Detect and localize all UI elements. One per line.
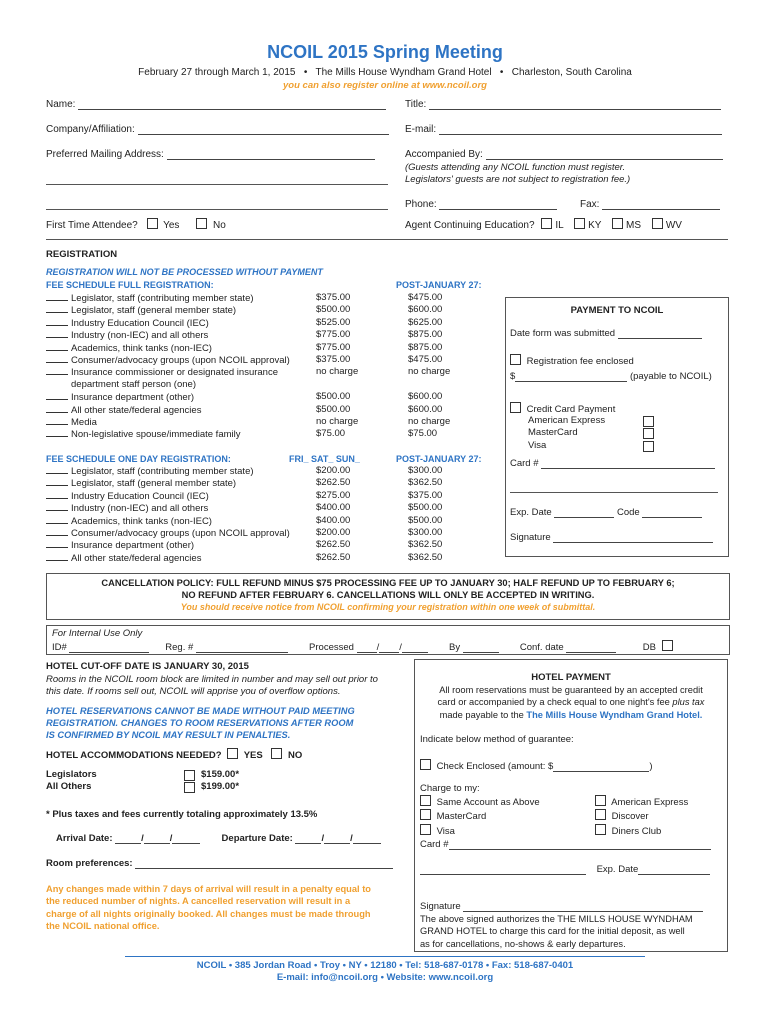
full-fee-row-label	[46, 354, 290, 367]
first-time-yes-label: Yes	[163, 220, 180, 231]
internal-processed-day[interactable]	[379, 643, 399, 653]
departure-month[interactable]	[295, 834, 321, 844]
internal-id-label: ID#	[52, 642, 67, 653]
phone-label: Phone:	[405, 199, 437, 210]
internal-id-field[interactable]	[69, 643, 149, 653]
full-fee-row-text: Legislator, staff (general member state)	[71, 305, 237, 317]
day-fee-row-post-fee: $300.00	[408, 465, 443, 476]
day-fee-row-text: Legislator, staff (contributing member state)	[71, 466, 254, 477]
fax-row	[580, 199, 720, 210]
internal-db-label: DB	[642, 642, 656, 653]
accompanied-field[interactable]	[486, 149, 723, 160]
state-ms-label: MS	[626, 220, 642, 231]
hotel-exp-row	[420, 864, 710, 875]
charge-label: Charge to my:	[420, 783, 480, 794]
cancellation-box	[46, 573, 730, 620]
fee-enclosed-label: Registration fee enclosed	[526, 356, 634, 367]
day-fee-row-fee: $400.00	[316, 502, 351, 514]
taxes-note: * Plus taxes and fees currently totaling approximately 13.5%	[46, 809, 318, 820]
hotel-signature-row	[420, 901, 703, 912]
accompanied-row	[405, 149, 723, 160]
full-fee-row-post-fee: $600.00	[408, 304, 443, 316]
full-fee-row-post-fee: $625.00	[408, 316, 443, 328]
amount-field[interactable]	[515, 372, 627, 382]
state-ky-label: KY	[588, 220, 602, 231]
charge-discover-label: Discover	[611, 811, 649, 823]
code-field[interactable]	[642, 508, 702, 518]
hotel-card-field-2[interactable]	[420, 865, 586, 875]
internal-processed-year[interactable]	[402, 643, 428, 653]
arrival-month[interactable]	[115, 834, 141, 844]
phone-row	[405, 199, 557, 210]
fee-enclosed-checkbox[interactable]	[510, 354, 521, 365]
full-fee-row-text: Consumer/advocacy groups (upon NCOIL approval)	[71, 355, 290, 366]
departure-label: Departure Date:	[221, 833, 293, 844]
full-fee-row-label	[46, 416, 97, 429]
day-fee-row-select-line[interactable]	[46, 502, 68, 511]
day-fee-row-select-line[interactable]	[46, 477, 68, 486]
day-fee-row-fee: $262.50	[316, 551, 351, 563]
full-fee-row-text: Academics, think tanks (non-IEC)	[71, 342, 212, 354]
internal-conf-field[interactable]	[566, 643, 616, 653]
meeting-venue: The Mills House Wyndham Grand Hotel	[315, 67, 492, 78]
state-wv-checkbox[interactable]	[652, 218, 663, 229]
day-fee-row-fee: $200.00	[316, 527, 351, 538]
check-enclosed-row	[420, 759, 653, 772]
dollar-sign: $	[510, 371, 516, 382]
charge-diners-checkbox[interactable]	[595, 824, 606, 835]
full-fee-row-post-fee: $875.00	[408, 329, 443, 341]
footer-web: E-mail: info@ncoil.org • Website: www.ncoil.org	[276, 972, 494, 983]
day-fee-row-label	[46, 539, 194, 552]
full-fee-row-fee: $775.00	[316, 341, 351, 353]
hotel-payment-p2a: card or accompanied by a check equal to one night's fee	[437, 697, 673, 708]
hotel-warning-1: HOTEL RESERVATIONS CANNOT BE MADE WITHOUT PAID MEETING	[46, 706, 355, 716]
hotel-payment-p3b: The Mills House Wyndham Grand Hotel.	[526, 709, 703, 720]
phone-field[interactable]	[439, 199, 557, 210]
hotel-card-field[interactable]	[449, 840, 711, 850]
card-visa-checkbox[interactable]	[643, 441, 654, 452]
day-fee-row-label	[46, 515, 212, 528]
full-fee-row-select-line[interactable]	[46, 329, 68, 338]
first-time-label: First Time Attendee?	[46, 220, 138, 231]
meeting-city: Charleston, South Carolina	[511, 67, 632, 78]
day-fee-row-text: Consumer/advocacy groups (upon NCOIL approval)	[71, 528, 290, 539]
exp-row	[510, 507, 702, 518]
indicate-method: Indicate below method of guarantee:	[420, 734, 574, 745]
name-label: Name:	[46, 99, 76, 110]
full-fee-row-text: Industry (non-IEC) and all others	[71, 330, 209, 342]
day-fee-row-label	[46, 477, 236, 490]
full-fee-row-select-line[interactable]	[46, 391, 68, 400]
meeting-details: February 27 through March 1, 2015 • The Mills House Wyndham Grand Hotel • Charleston, South Carolina	[138, 67, 632, 78]
payment-box	[505, 297, 729, 557]
email-label: E-mail:	[405, 124, 437, 135]
full-fee-row-select-line[interactable]	[46, 416, 68, 425]
day-fee-row-text: All other state/federal agencies	[71, 552, 202, 564]
full-fee-row-label	[46, 366, 278, 379]
first-time-no-label: No	[213, 220, 226, 231]
full-fee-row-select-line[interactable]	[46, 304, 68, 313]
card-mastercard-label: MasterCard	[528, 427, 578, 438]
full-fee-row-post-fee: no charge	[408, 366, 451, 378]
others-rate-checkbox[interactable]	[184, 782, 195, 793]
charge-same-account-checkbox[interactable]	[420, 795, 431, 806]
mailing-field[interactable]	[167, 149, 375, 160]
hotel-payment-p3a: made payable to the	[439, 709, 527, 720]
full-fee-row-select-line[interactable]	[46, 404, 68, 413]
check-enclosed-label: Check Enclosed (amount: $	[436, 761, 554, 772]
day-fee-row-text: Industry (non-IEC) and all others	[71, 503, 209, 515]
state-il-checkbox[interactable]	[541, 218, 552, 229]
check-enclosed-checkbox[interactable]	[420, 759, 431, 770]
full-fee-row-post-fee: $600.00	[408, 403, 443, 415]
internal-processed-label: Processed	[309, 642, 354, 653]
check-amount-field[interactable]	[553, 762, 649, 772]
full-fee-row-text: Media	[71, 417, 97, 428]
hotel-payment-box	[414, 659, 728, 952]
full-fee-row-fee: $75.00	[316, 428, 346, 440]
first-time-no-checkbox[interactable]	[196, 218, 207, 229]
hotel-card-label: Card #	[420, 839, 449, 850]
penalty-line-2: the reduced number of nights. A cancelled reservation will result in a	[46, 896, 351, 907]
agent-ce-label: Agent Continuing Education?	[405, 220, 535, 231]
check-enclosed-end: )	[649, 761, 653, 772]
charge-mastercard-label: MasterCard	[436, 811, 487, 823]
day-fee-row-select-line[interactable]	[46, 527, 68, 536]
legislators-rate: $159.00*	[201, 769, 240, 780]
fax-field[interactable]	[602, 199, 720, 210]
day-fee-row-fee: $275.00	[316, 489, 351, 501]
full-fee-row-select-line[interactable]	[46, 292, 68, 301]
hotel-auth-1: The above signed authorizes the THE MILLS HOUSE WYNDHAM	[420, 914, 693, 924]
hotel-payment-intro	[415, 684, 727, 721]
day-fee-row-label	[46, 527, 290, 540]
footer-contact: NCOIL • 385 Jordan Road • Troy • NY • 12180 • Tel: 518-687-0178 • Fax: 518-687-0401	[196, 960, 574, 971]
day-fee-row-select-line[interactable]	[46, 539, 68, 548]
full-fee-row-label	[46, 317, 209, 330]
name-field[interactable]	[78, 99, 386, 110]
day-fee-row-fee: $262.50	[316, 477, 351, 489]
signature-field[interactable]	[553, 533, 713, 543]
state-wv-label: WV	[665, 220, 682, 231]
day-fee-row-post-fee: $500.00	[408, 502, 443, 514]
title-label: Title:	[405, 99, 427, 110]
hotel-note-1: Rooms in the NCOIL room block are limited in number and may sell out prior to	[46, 674, 378, 685]
name-row	[46, 99, 386, 110]
full-fee-row-label	[46, 329, 208, 342]
card-visa-label: Visa	[528, 440, 547, 451]
date-submitted-field[interactable]	[618, 329, 702, 339]
charge-amex-label: American Express	[611, 797, 689, 808]
day-fee-row-text: Industry Education Council (IEC)	[71, 490, 209, 502]
room-pref-field[interactable]	[135, 859, 393, 869]
full-fee-row-post-fee: $475.00	[408, 292, 443, 303]
penalty-line-3: charge of all nights originally booked. All changes must be made through	[46, 908, 371, 919]
charge-amex-checkbox[interactable]	[595, 795, 606, 806]
fax-label: Fax:	[580, 199, 600, 210]
full-fee-row-fee: $500.00	[316, 391, 351, 403]
email-field[interactable]	[439, 124, 722, 135]
charge-discover-checkbox[interactable]	[595, 809, 606, 820]
full-fee-row-post-fee: $600.00	[408, 391, 443, 403]
day-fee-row-label	[46, 490, 209, 503]
hotel-auth-2: GRAND HOTEL to charge this card for the initial deposit, as well	[420, 926, 685, 937]
day-fee-row-text: Academics, think tanks (non-IEC)	[71, 515, 212, 527]
hotel-payment-title: HOTEL PAYMENT	[531, 672, 611, 683]
company-row	[46, 124, 389, 135]
full-fee-row-fee: $375.00	[316, 292, 351, 303]
arrival-departure-row: Arrival Date: / / Departure Date: / /	[56, 833, 381, 844]
mailing-row	[46, 149, 375, 160]
amount-row	[510, 371, 712, 382]
state-il-label: IL	[555, 220, 564, 231]
day-fee-row-text: Legislator, staff (general member state)	[71, 478, 237, 490]
internal-conf-label: Conf. date	[519, 642, 564, 653]
day-fee-row-select-line[interactable]	[46, 552, 68, 561]
payment-title: PAYMENT TO NCOIL	[570, 305, 664, 316]
hotel-payment-p2b: plus tax	[672, 697, 705, 708]
full-fee-row-fee: no charge	[316, 416, 359, 427]
day-fee-row-label	[46, 502, 208, 515]
hotel-signature-label: Signature	[420, 901, 461, 912]
hotel-note-2: this date. If rooms sell out, NCOIL will apprise you of overflow options.	[46, 686, 341, 697]
penalty-line-4: the NCOIL national office.	[46, 921, 160, 932]
departure-year[interactable]	[353, 834, 381, 844]
full-fee-row-label	[46, 342, 212, 355]
day-fee-row-select-line[interactable]	[46, 515, 68, 524]
cancellation-line-3: You should receive notice from NCOIL confirming your registration within one week of submittal.	[180, 602, 596, 612]
company-field[interactable]	[138, 124, 389, 135]
internal-reg-field[interactable]	[196, 643, 288, 653]
cancellation-line-2: NO REFUND AFTER FEBRUARY 6. CANCELLATIONS WILL ONLY BE ACCEPTED IN WRITING.	[181, 590, 595, 600]
internal-by-label: By	[448, 642, 461, 653]
full-fee-row-fee: $500.00	[316, 403, 351, 415]
state-ky-checkbox[interactable]	[574, 218, 585, 229]
day-fee-row-post-fee: $362.50	[408, 477, 443, 489]
day-fee-table	[46, 465, 496, 565]
payable-label: (payable to NCOIL)	[629, 371, 712, 382]
full-fee-row-text: Legislator, staff (contributing member state)	[71, 293, 254, 304]
full-fee-row-fee: $775.00	[316, 329, 351, 341]
card-number-label: Card #	[510, 458, 539, 469]
others-rate: $199.00*	[201, 781, 240, 792]
full-post-heading: POST-JANUARY 27:	[396, 280, 482, 290]
hotel-signature-field[interactable]	[463, 902, 703, 912]
day-fee-row-post-fee: $500.00	[408, 514, 443, 526]
charge-same-account-label: Same Account as Above	[436, 797, 540, 808]
email-row	[405, 124, 722, 135]
charge-visa-label: Visa	[436, 825, 455, 837]
full-fee-row-text: All other state/federal agencies	[71, 404, 202, 416]
day-fee-heading: FEE SCHEDULE ONE DAY REGISTRATION:	[46, 454, 231, 464]
full-fee-row-select-line[interactable]	[46, 342, 68, 351]
state-ms-checkbox[interactable]	[612, 218, 623, 229]
full-fee-row-post-fee: $875.00	[408, 341, 443, 353]
signature-label: Signature	[510, 532, 551, 543]
full-fee-row-select-line[interactable]	[46, 317, 68, 326]
online-note: you can also register online at www.ncoil.org	[283, 80, 487, 91]
agent-ce-row	[405, 218, 682, 231]
hotel-warning-2: REGISTRATION. CHANGES TO ROOM RESERVATIONS AFTER ROOM	[46, 718, 354, 728]
card-amex-checkbox[interactable]	[643, 416, 654, 427]
full-fee-row-text: Insurance department (other)	[71, 392, 195, 404]
arrival-day[interactable]	[144, 834, 170, 844]
internal-db-checkbox[interactable]	[662, 640, 673, 651]
day-fee-row-text: Insurance department (other)	[71, 540, 195, 552]
exp-field[interactable]	[554, 508, 614, 518]
guests-note-2: Legislators' guests are not subject to registration fee.)	[405, 174, 631, 185]
title-field[interactable]	[429, 99, 721, 110]
cc-payment-row	[510, 402, 615, 415]
full-fee-row-post-fee: no charge	[408, 416, 451, 427]
hotel-exp-label: Exp. Date	[596, 864, 639, 875]
internal-use-label: For Internal Use Only	[52, 628, 143, 639]
full-fee-row-fee: $500.00	[316, 304, 351, 316]
signature-row	[510, 532, 713, 543]
full-fee-row-text: Non-legislative spouse/immediate family	[71, 429, 241, 441]
internal-use-box	[46, 625, 730, 655]
hotel-card-row	[420, 839, 711, 850]
title-row	[405, 99, 721, 110]
full-fee-row-text: department staff person (one)	[71, 378, 196, 390]
full-fee-row-post-fee: $75.00	[408, 428, 438, 440]
hotel-warning-3: IS CONFIRMED BY NCOIL MAY RESULT IN PENALTIES.	[46, 730, 291, 740]
internal-use-fields: ID# Reg. # Processed / / By Conf. date DB	[52, 640, 676, 653]
full-fee-row-fee: no charge	[316, 366, 359, 378]
day-fee-row-post-fee: $300.00	[408, 527, 443, 538]
charge-options-left	[420, 795, 540, 838]
section-divider	[46, 239, 728, 240]
hotel-no-label: NO	[287, 750, 303, 761]
mailing-field-line-3[interactable]	[46, 209, 388, 210]
exp-label: Exp. Date	[510, 507, 552, 518]
day-selector[interactable]: FRI_ SAT_ SUN_	[289, 454, 360, 464]
day-fee-row-post-fee: $375.00	[408, 489, 443, 501]
card-number-line-2[interactable]	[510, 492, 718, 493]
full-fee-row-post-fee: $475.00	[408, 354, 443, 365]
day-fee-row-post-fee: $362.50	[408, 551, 443, 563]
hotel-needed-label: HOTEL ACCOMMODATIONS NEEDED?	[46, 750, 222, 761]
hotel-authorization	[420, 913, 693, 950]
hotel-cutoff: HOTEL CUT-OFF DATE IS JANUARY 30, 2015	[46, 661, 249, 672]
full-fee-row-select-line[interactable]	[46, 428, 68, 437]
hotel-payment-p1: All room reservations must be guaranteed by an accepted credit	[439, 685, 703, 695]
day-fee-row-label	[46, 465, 254, 478]
full-fee-row-label	[46, 304, 236, 317]
room-pref-label: Room preferences:	[46, 858, 133, 869]
full-fee-row-label	[46, 292, 254, 305]
charge-diners-label: Diners Club	[611, 825, 662, 837]
hotel-yes-label: YES	[243, 750, 263, 761]
day-fee-row-select-line[interactable]	[46, 490, 68, 499]
internal-reg-label: Reg. #	[165, 642, 194, 653]
departure-day[interactable]	[324, 834, 350, 844]
full-fee-row-label	[46, 428, 241, 441]
cancellation-line-1: CANCELLATION POLICY: FULL REFUND MINUS $75 PROCESSING FEE UP TO JANUARY 30; HALF REFUND UP TO FEBRUARY 6;	[101, 578, 675, 588]
full-fee-row-label	[46, 391, 194, 404]
cc-payment-checkbox[interactable]	[510, 402, 521, 413]
full-fee-row-label	[46, 404, 201, 417]
legislators-rate-checkbox[interactable]	[184, 770, 195, 781]
full-fee-row-label	[71, 379, 196, 391]
full-fee-row-text: Insurance commissioner or designated insurance	[71, 367, 278, 379]
hotel-yes-checkbox[interactable]	[227, 748, 238, 759]
fee-enclosed-row	[510, 354, 634, 367]
full-fee-row-select-line[interactable]	[46, 354, 68, 363]
legislators-rate-label: Legislators	[46, 769, 97, 780]
day-post-heading: POST-JANUARY 27:	[396, 454, 482, 464]
others-rate-label: All Others	[46, 781, 92, 792]
internal-by-field[interactable]	[463, 643, 499, 653]
registration-warning: REGISTRATION WILL NOT BE PROCESSED WITHOUT PAYMENT	[46, 267, 323, 277]
first-time-yes-checkbox[interactable]	[147, 218, 158, 229]
arrival-year[interactable]	[172, 834, 200, 844]
accompanied-label: Accompanied By:	[405, 149, 483, 160]
page-title: NCOIL 2015 Spring Meeting	[267, 42, 503, 62]
arrival-label: Arrival Date:	[56, 833, 113, 844]
hotel-needed-row	[46, 748, 302, 761]
registration-heading: REGISTRATION	[46, 249, 118, 260]
full-fee-row-text: Industry Education Council (IEC)	[71, 317, 209, 329]
room-pref-row	[46, 858, 393, 869]
day-fee-row-select-line[interactable]	[46, 465, 68, 474]
internal-processed-month[interactable]	[357, 643, 377, 653]
full-fee-row-fee: $525.00	[316, 316, 351, 328]
day-fee-row-post-fee: $362.50	[408, 539, 443, 551]
card-mastercard-checkbox[interactable]	[643, 428, 654, 439]
date-submitted-row	[510, 328, 702, 339]
charge-mastercard-checkbox[interactable]	[420, 809, 431, 820]
day-fee-row-fee: $262.50	[316, 539, 351, 551]
meeting-dates: February 27 through March 1, 2015	[138, 67, 296, 78]
cc-payment-label: Credit Card Payment	[526, 404, 616, 415]
full-fee-row-select-line[interactable]	[46, 366, 68, 375]
first-time-row	[46, 218, 226, 231]
code-label: Code	[617, 507, 640, 518]
penalty-note	[46, 883, 406, 933]
hotel-exp-field[interactable]	[638, 865, 710, 875]
hotel-auth-3: as for cancellations, no-shows & early departures.	[420, 938, 626, 949]
footer-divider	[125, 956, 645, 957]
card-number-row	[510, 458, 715, 469]
penalty-line-1: Any changes made within 7 days of arrival will result in a penalty equal to	[46, 884, 371, 894]
hotel-no-checkbox[interactable]	[271, 748, 282, 759]
charge-visa-checkbox[interactable]	[420, 824, 431, 835]
card-number-field[interactable]	[541, 459, 715, 469]
day-fee-row-fee: $400.00	[316, 514, 351, 526]
full-fee-table	[46, 292, 496, 442]
mailing-field-line-2[interactable]	[46, 184, 388, 185]
charge-options-right	[595, 795, 688, 838]
guests-note-1: (Guests attending any NCOIL function must register.	[405, 162, 626, 173]
day-fee-row-fee: $200.00	[316, 465, 351, 476]
date-submitted-label: Date form was submitted	[510, 328, 616, 339]
full-fee-row-fee: $375.00	[316, 354, 351, 365]
company-label: Company/Affiliation:	[46, 124, 135, 135]
day-fee-row-label	[46, 552, 201, 565]
card-amex-label: American Express	[528, 415, 606, 426]
full-fee-heading: FEE SCHEDULE FULL REGISTRATION:	[46, 280, 214, 290]
mailing-label: Preferred Mailing Address:	[46, 149, 164, 160]
